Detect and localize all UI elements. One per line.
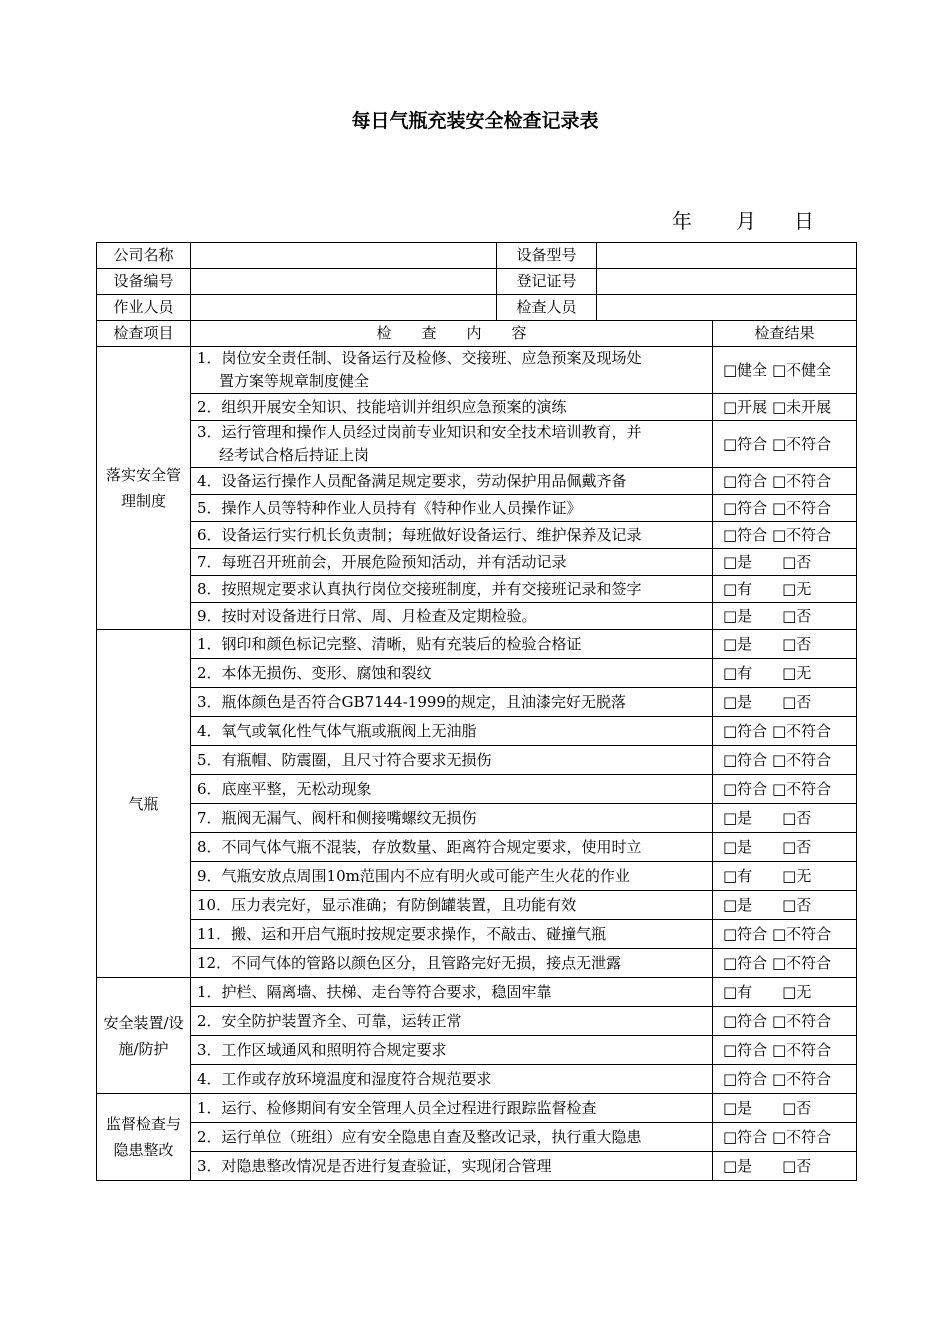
checklist-row xyxy=(97,1094,857,1123)
check-item: 2．安全防护装置齐全、可靠，运转正常 xyxy=(191,1007,713,1036)
result-checkboxes[interactable]: □是 □否 xyxy=(713,833,857,862)
info-row-company xyxy=(97,243,857,269)
checklist-row xyxy=(97,495,857,522)
result-checkboxes[interactable]: □有 □无 xyxy=(713,978,857,1007)
check-item: 1．护栏、隔离墙、扶梯、走台等符合要求，稳固牢靠 xyxy=(191,978,713,1007)
result-checkboxes[interactable]: □是 □否 xyxy=(713,688,857,717)
checklist-row xyxy=(97,978,857,1007)
check-item: 4．氧气或氧化性气体气瓶或瓶阀上无油脂 xyxy=(191,717,713,746)
checklist-row xyxy=(97,659,857,688)
checklist-row xyxy=(97,522,857,549)
check-item: 11．搬、运和开启气瓶时按规定要求操作，不敲击、碰撞气瓶 xyxy=(191,920,713,949)
check-item: 8．按照规定要求认真执行岗位交接班制度，并有交接班记录和签字 xyxy=(191,576,713,603)
check-item: 7．瓶阀无漏气、阀杆和侧接嘴螺纹无损伤 xyxy=(191,804,713,833)
result-checkboxes[interactable]: □符合 □不符合 xyxy=(713,920,857,949)
checklist-row xyxy=(97,746,857,775)
result-checkboxes[interactable]: □符合 □不符合 xyxy=(713,421,857,468)
check-item-line: 3．运行管理和操作人员经过岗前专业知识和安全技术培训教育，并 xyxy=(197,423,642,441)
check-item-line: 置方案等规章制度健全 xyxy=(219,372,370,390)
checklist-row xyxy=(97,1123,857,1152)
result-checkboxes[interactable]: □符合 □不符合 xyxy=(713,468,857,495)
check-item: 3．对隐患整改情况是否进行复查验证，实现闭合管理 xyxy=(191,1152,713,1181)
category-cell: 落实安全管理制度 xyxy=(97,347,191,630)
result-checkboxes[interactable]: □有 □无 xyxy=(713,659,857,688)
date-line xyxy=(672,205,814,234)
result-checkboxes[interactable]: □是 □否 xyxy=(713,603,857,630)
model-label: 设备型号 xyxy=(497,243,597,269)
check-item: 5．操作人员等特种作业人员持有《特种作业人员操作证》 xyxy=(191,495,713,522)
result-checkboxes[interactable]: □是 □否 xyxy=(713,891,857,920)
info-row-device xyxy=(97,269,857,295)
page-title: 每日气瓶充装安全检查记录表 xyxy=(351,110,599,132)
result-checkboxes[interactable]: □是 □否 xyxy=(713,630,857,659)
category-cell: 监督检查与隐患整改 xyxy=(97,1094,191,1181)
header-item: 检查项目 xyxy=(97,321,191,347)
checklist-row xyxy=(97,949,857,978)
checklist-row xyxy=(97,468,857,495)
checklist-row xyxy=(97,833,857,862)
check-item: 2．组织开展安全知识、技能培训并组织应急预案的演练 xyxy=(191,394,713,421)
check-item: 12．不同气体的管路以颜色区分，且管路完好无损，接点无泄露 xyxy=(191,949,713,978)
result-checkboxes[interactable]: □是 □否 xyxy=(713,1094,857,1123)
checklist-row xyxy=(97,717,857,746)
result-checkboxes[interactable]: □有 □无 xyxy=(713,576,857,603)
header-result: 检查结果 xyxy=(713,321,857,347)
operator-label: 作业人员 xyxy=(97,295,191,321)
checklist-row xyxy=(97,394,857,421)
company-field[interactable] xyxy=(191,243,497,269)
category-cell: 气瓶 xyxy=(97,630,191,978)
check-item: 2．本体无损伤、变形、腐蚀和裂纹 xyxy=(191,659,713,688)
model-field[interactable] xyxy=(597,243,857,269)
reg-no-field[interactable] xyxy=(597,269,857,295)
check-item: 9．按时对设备进行日常、周、月检查及定期检验。 xyxy=(191,603,713,630)
checklist-row xyxy=(97,804,857,833)
checklist-row xyxy=(97,347,857,394)
check-item xyxy=(191,347,713,394)
check-item: 5．有瓶帽、防震圈，且尺寸符合要求无损伤 xyxy=(191,746,713,775)
result-checkboxes[interactable]: □健全 □不健全 xyxy=(713,347,857,394)
check-item: 10．压力表完好，显示准确；有防倒罐装置，且功能有效 xyxy=(191,891,713,920)
result-checkboxes[interactable]: □是 □否 xyxy=(713,549,857,576)
checklist-row xyxy=(97,891,857,920)
result-checkboxes[interactable]: □开展 □未开展 xyxy=(713,394,857,421)
check-item: 3．工作区域通风和照明符合规定要求 xyxy=(191,1036,713,1065)
check-item: 7．每班召开班前会，开展危险预知活动，并有活动记录 xyxy=(191,549,713,576)
checklist-row xyxy=(97,630,857,659)
date-year-label: 年 xyxy=(672,209,692,233)
result-checkboxes[interactable]: □符合 □不符合 xyxy=(713,1007,857,1036)
check-item: 2．运行单位（班组）应有安全隐患自查及整改记录，执行重大隐患 xyxy=(191,1123,713,1152)
checklist-row xyxy=(97,862,857,891)
result-checkboxes[interactable]: □符合 □不符合 xyxy=(713,1065,857,1094)
check-item: 3．瓶体颜色是否符合GB7144-1999的规定，且油漆完好无脱落 xyxy=(191,688,713,717)
check-item: 8．不同气体气瓶不混装，存放数量、距离符合规定要求，使用时立 xyxy=(191,833,713,862)
result-checkboxes[interactable]: □是 □否 xyxy=(713,1152,857,1181)
device-no-label: 设备编号 xyxy=(97,269,191,295)
header-content: 检 查 内 容 xyxy=(191,321,713,347)
result-checkboxes[interactable]: □符合 □不符合 xyxy=(713,1123,857,1152)
check-item: 4．工作或存放环境温度和湿度符合规范要求 xyxy=(191,1065,713,1094)
header-row xyxy=(97,321,857,347)
category-cell: 安全装置/设施/防护 xyxy=(97,978,191,1094)
checklist-row xyxy=(97,549,857,576)
checklist-row xyxy=(97,688,857,717)
info-row-operator xyxy=(97,295,857,321)
result-checkboxes[interactable]: □符合 □不符合 xyxy=(713,495,857,522)
result-checkboxes[interactable]: □符合 □不符合 xyxy=(713,717,857,746)
date-month-label: 月 xyxy=(736,209,756,233)
check-item xyxy=(191,421,713,468)
reg-no-label: 登记证号 xyxy=(497,269,597,295)
checklist-row xyxy=(97,920,857,949)
checklist-row xyxy=(97,603,857,630)
company-label: 公司名称 xyxy=(97,243,191,269)
date-day-label: 日 xyxy=(794,209,814,233)
check-item: 1．运行、检修期间有安全管理人员全过程进行跟踪监督检查 xyxy=(191,1094,713,1123)
result-checkboxes[interactable]: □符合 □不符合 xyxy=(713,1036,857,1065)
check-item: 4．设备运行操作人员配备满足规定要求，劳动保护用品佩戴齐备 xyxy=(191,468,713,495)
check-item: 9．气瓶安放点周围10m范围内不应有明火或可能产生火花的作业 xyxy=(191,862,713,891)
inspector-field[interactable] xyxy=(597,295,857,321)
checklist-row xyxy=(97,1065,857,1094)
inspector-label: 检查人员 xyxy=(497,295,597,321)
checklist-row xyxy=(97,775,857,804)
result-checkboxes[interactable]: □是 □否 xyxy=(713,804,857,833)
check-item: 1．钢印和颜色标记完整、清晰，贴有充装后的检验合格证 xyxy=(191,630,713,659)
inspection-table xyxy=(96,242,857,1181)
result-checkboxes[interactable]: □符合 □不符合 xyxy=(713,746,857,775)
checklist-row xyxy=(97,576,857,603)
result-checkboxes[interactable]: □有 □无 xyxy=(713,862,857,891)
check-item-line: 1．岗位安全责任制、设备运行及检修、交接班、应急预案及现场处 xyxy=(197,349,642,367)
result-checkboxes[interactable]: □符合 □不符合 xyxy=(713,775,857,804)
checklist-row xyxy=(97,1007,857,1036)
check-item: 6．设备运行实行机长负责制；每班做好设备运行、维护保养及记录 xyxy=(191,522,713,549)
result-checkboxes[interactable]: □符合 □不符合 xyxy=(713,522,857,549)
checklist-row xyxy=(97,421,857,468)
check-item-line: 经考试合格后持证上岗 xyxy=(219,446,370,464)
result-checkboxes[interactable]: □符合 □不符合 xyxy=(713,949,857,978)
checklist-row xyxy=(97,1036,857,1065)
device-no-field[interactable] xyxy=(191,269,497,295)
operator-field[interactable] xyxy=(191,295,497,321)
checklist-row xyxy=(97,1152,857,1181)
check-item: 6．底座平整，无松动现象 xyxy=(191,775,713,804)
